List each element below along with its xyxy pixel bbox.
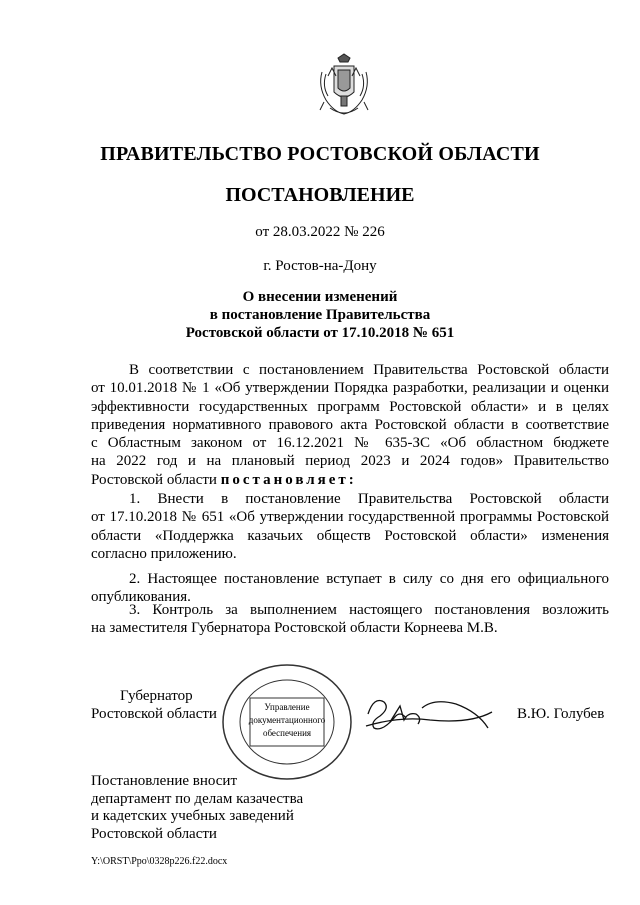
note-line: Постановление вносит <box>91 773 238 789</box>
submitter-note <box>91 773 303 843</box>
stamp-inner-line: обеспечения <box>262 728 312 738</box>
paragraph-line: В соответствии с постановлением Правительства Ростовской области <box>129 362 609 378</box>
paragraph-line: 3. Контроль за выполнением настоящего постановления возложить <box>129 602 609 618</box>
subject-line: в постановление Правительства <box>209 307 431 323</box>
paragraph-line: от 17.10.2018 № 651 «Об утверждении государственной программы Ростовской <box>91 509 609 526</box>
official-stamp <box>220 662 354 782</box>
stamp-inner-line: документационного <box>248 715 326 725</box>
coat-of-arms-icon <box>316 52 372 122</box>
resolves-text: постановляет: <box>220 471 357 488</box>
paragraph-line: области «Поддержка казачьих обществ Ростовской области» изменения <box>91 527 609 544</box>
stamp-inner-line: Управление <box>264 702 310 712</box>
paragraph-line: на заместителя Губернатора Ростовской области Корнеева М.В. <box>91 620 498 637</box>
preamble-paragraph <box>91 361 609 489</box>
item-1-paragraph <box>91 490 609 563</box>
document-date-number: от 28.03.2022 № 226 <box>255 224 385 240</box>
note-line: Ростовской области <box>91 825 217 842</box>
document-place: г. Ростов-на-Дону <box>263 258 377 274</box>
file-path: Y:\ORST\Ppo\0328p226.f22.docx <box>91 856 228 867</box>
paragraph-line: с Областным законом от 16.12.2021 № 635-ЗС «Об областном бюджете <box>91 435 609 452</box>
paragraph-line: эффективности государственных программ Ростовской области» и в целях <box>91 398 609 415</box>
note-line: и кадетских учебных заведений <box>91 808 294 824</box>
signer-name: В.Ю. Голубев <box>517 706 605 722</box>
paragraph-line: от 10.01.2018 № 1 «Об утверждении Порядка разработки, реализации и оценки <box>91 380 609 397</box>
government-title: ПРАВИТЕЛЬСТВО РОСТОВСКОЙ ОБЛАСТИ <box>100 143 540 165</box>
paragraph-line: опубликования. <box>91 589 191 606</box>
subject-line: О внесении изменений <box>242 289 398 305</box>
paragraph-line: на 2022 год и на плановый период 2023 и 2024 годов» Правительство <box>91 453 609 470</box>
subject-line: Ростовской области от 17.10.2018 № 651 <box>185 325 455 341</box>
signer-position-line1: Губернатор <box>120 688 193 704</box>
paragraph-line: 1. Внести в постановление Правительства Ростовской области <box>129 491 609 507</box>
paragraph-line <box>91 471 609 489</box>
paragraph-line: приведения нормативного правового акта Ростовской области в соответствие <box>91 416 609 433</box>
item-3-paragraph <box>91 601 609 638</box>
paragraph-line: согласно приложению. <box>91 545 237 562</box>
signer-position-line2: Ростовской области <box>91 706 217 722</box>
document-subject <box>0 288 640 342</box>
note-line: департамент по делам казачества <box>91 790 304 807</box>
paragraph-line: 2. Настоящее постановление вступает в силу со дня его официального <box>129 571 609 587</box>
preamble-last-text: Ростовской области <box>91 471 217 488</box>
document-type: ПОСТАНОВЛЕНИЕ <box>225 184 415 206</box>
handwritten-signature <box>360 688 500 738</box>
